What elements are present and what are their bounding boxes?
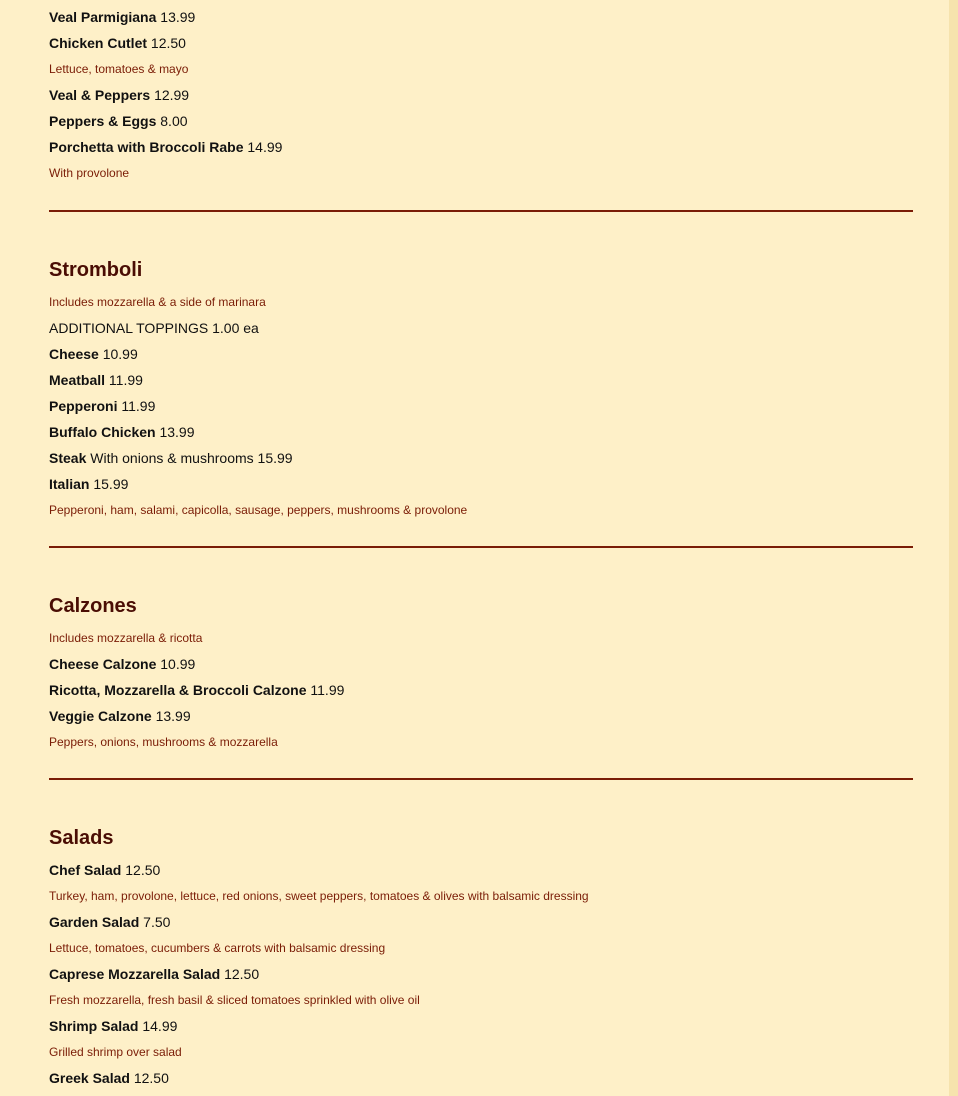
item-price: 10.99 xyxy=(102,346,138,362)
section-divider xyxy=(49,546,913,548)
page-scrollbar[interactable] xyxy=(949,0,958,1096)
menu-item xyxy=(49,4,913,30)
section-title: Stromboli xyxy=(49,259,143,281)
menu-item xyxy=(49,471,913,497)
item-name: Shrimp Salad xyxy=(49,1018,139,1034)
item-price: 12.50 xyxy=(125,862,161,878)
item-price: 12.50 xyxy=(150,35,186,51)
item-name: Veggie Calzone xyxy=(49,708,152,724)
item-name: Veal Parmigiana xyxy=(49,9,157,25)
item-name: Garden Salad xyxy=(49,914,140,930)
additional-toppings-note: ADDITIONAL TOPPINGS 1.00 ea xyxy=(49,320,259,336)
item-price: With onions & mushrooms 15.99 xyxy=(90,450,293,466)
item-name: Buffalo Chicken xyxy=(49,424,156,440)
menu-section-top xyxy=(49,0,913,186)
menu-item xyxy=(49,677,913,703)
item-price: 14.99 xyxy=(247,139,283,155)
menu-section-calzones xyxy=(49,593,913,755)
item-description: Pepperoni, ham, salami, capicolla, sausage, peppers, mushrooms & provolone xyxy=(49,503,468,517)
item-price: 10.99 xyxy=(160,656,196,672)
item-price: 13.99 xyxy=(160,9,196,25)
item-name: Chef Salad xyxy=(49,862,122,878)
item-price: 13.99 xyxy=(159,424,195,440)
item-name: Meatball xyxy=(49,372,106,388)
menu-page xyxy=(49,0,913,1091)
item-price: 12.50 xyxy=(224,966,260,982)
item-name: Pepperoni xyxy=(49,398,118,414)
menu-item xyxy=(49,857,913,883)
menu-section-salads xyxy=(49,825,913,1091)
section-title: Calzones xyxy=(49,595,137,617)
item-description: With provolone xyxy=(49,166,130,180)
item-name: Cheese Calzone xyxy=(49,656,157,672)
item-name: Caprese Mozzarella Salad xyxy=(49,966,221,982)
menu-item xyxy=(49,703,913,729)
section-divider xyxy=(49,210,913,212)
item-description: Fresh mozzarella, fresh basil & sliced tomatoes sprinkled with olive oil xyxy=(49,993,420,1007)
menu-item xyxy=(49,108,913,134)
section-title: Salads xyxy=(49,827,114,849)
item-price: 14.99 xyxy=(142,1018,178,1034)
item-name: Ricotta, Mozzarella & Broccoli Calzone xyxy=(49,682,307,698)
menu-item xyxy=(49,909,913,935)
menu-item xyxy=(49,445,913,471)
item-price: 11.99 xyxy=(310,682,345,698)
menu-item xyxy=(49,82,913,108)
item-name: Italian xyxy=(49,476,90,492)
item-name: Peppers & Eggs xyxy=(49,113,157,129)
menu-item xyxy=(49,1013,913,1039)
item-description: Peppers, onions, mushrooms & mozzarella xyxy=(49,735,278,749)
item-price: 8.00 xyxy=(160,113,188,129)
section-note: Includes mozzarella & ricotta xyxy=(49,631,203,645)
item-name: Greek Salad xyxy=(49,1070,130,1086)
menu-item xyxy=(49,367,913,393)
item-price: 11.99 xyxy=(121,398,156,414)
item-description: Turkey, ham, provolone, lettuce, red onions, sweet peppers, tomatoes & olives with balsamic dressing xyxy=(49,889,589,903)
menu-item xyxy=(49,393,913,419)
item-price: 11.99 xyxy=(108,372,143,388)
menu-item xyxy=(49,961,913,987)
item-name: Steak xyxy=(49,450,87,466)
item-price: 15.99 xyxy=(93,476,129,492)
item-description: Lettuce, tomatoes, cucumbers & carrots with balsamic dressing xyxy=(49,941,386,955)
section-divider xyxy=(49,778,913,780)
item-name: Chicken Cutlet xyxy=(49,35,148,51)
menu-item xyxy=(49,419,913,445)
item-description: Grilled shrimp over salad xyxy=(49,1045,182,1059)
menu-item xyxy=(49,341,913,367)
menu-item xyxy=(49,30,913,56)
item-name: Veal & Peppers xyxy=(49,87,151,103)
item-price: 12.50 xyxy=(133,1070,169,1086)
item-description: Lettuce, tomatoes & mayo xyxy=(49,62,189,76)
item-price: 7.50 xyxy=(143,914,171,930)
item-name: Cheese xyxy=(49,346,99,362)
item-name: Porchetta with Broccoli Rabe xyxy=(49,139,244,155)
menu-section-stromboli xyxy=(49,257,913,523)
item-price: 12.99 xyxy=(154,87,190,103)
menu-item xyxy=(49,134,913,160)
menu-item xyxy=(49,1065,913,1091)
section-note: Includes mozzarella & a side of marinara xyxy=(49,295,266,309)
menu-item xyxy=(49,651,913,677)
item-price: 13.99 xyxy=(155,708,191,724)
